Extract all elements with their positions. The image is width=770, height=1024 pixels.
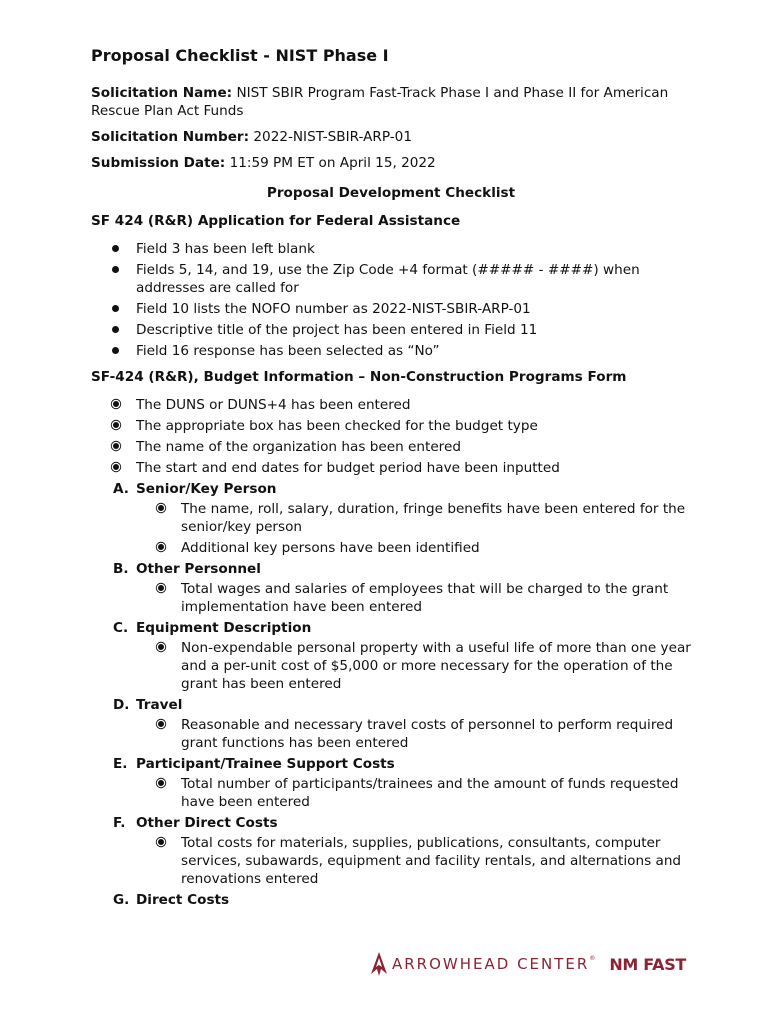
subsection-b bbox=[91, 560, 691, 616]
list-item: Total wages and salaries of employees that will be charged to the grant implementation have been entered bbox=[181, 580, 691, 616]
submission-date bbox=[91, 154, 691, 172]
sf424-list bbox=[91, 240, 691, 360]
list-item: The name of the organization has been entered bbox=[136, 438, 691, 456]
checklist-heading: Proposal Development Checklist bbox=[266, 185, 516, 201]
list-item: Non-expendable personal property with a useful life of more than one year and a per-unit cost of $5,000 or more necessary for the operation of the grant has been entered bbox=[181, 640, 691, 692]
sf424-heading: SF 424 (R&R) Application for Federal Assistance bbox=[91, 213, 461, 229]
list-item: Field 16 response has been selected as “No” bbox=[136, 342, 691, 360]
list-item: Reasonable and necessary travel costs of personnel to perform required grant functions has been entered bbox=[181, 716, 691, 752]
arrowhead-center-logo bbox=[392, 955, 595, 973]
subsection-title: Travel bbox=[136, 697, 183, 713]
list-item: The DUNS or DUNS+4 has been entered bbox=[136, 396, 691, 414]
brand-text: ARROWHEAD CENTER bbox=[392, 955, 590, 973]
subsection-title: Senior/Key Person bbox=[136, 481, 277, 497]
solicitation-name-value: NIST SBIR Program Fast-Track Phase I and Phase II for American Rescue Plan Act Funds bbox=[91, 85, 669, 119]
arrowhead-logo-icon bbox=[370, 952, 388, 976]
budget-list bbox=[91, 396, 691, 477]
trademark-mark: ® bbox=[589, 955, 596, 962]
subsection-e bbox=[91, 755, 691, 811]
list-item: The name, roll, salary, duration, fringe benefits have been entered for the senior/key person bbox=[181, 500, 691, 536]
list-item: The start and end dates for budget period have been inputted bbox=[136, 459, 691, 477]
subsection-letter: D. bbox=[113, 697, 130, 713]
subsection-a bbox=[91, 480, 691, 557]
subsection-letter: E. bbox=[113, 756, 128, 772]
subsection-g bbox=[91, 891, 691, 909]
subsection-title: Other Personnel bbox=[136, 561, 261, 577]
list-item: Total costs for materials, supplies, publications, consultants, computer services, subawards, equipment and facility rentals, and alternations and renovations entered bbox=[181, 834, 691, 888]
subsection-title: Participant/Trainee Support Costs bbox=[136, 756, 395, 772]
subsection-letter: C. bbox=[113, 620, 129, 636]
subsection-title: Direct Costs bbox=[136, 892, 230, 908]
subsection-letter: A. bbox=[113, 481, 129, 497]
budget-heading: SF-424 (R&R), Budget Information – Non-Construction Programs Form bbox=[91, 369, 627, 385]
subsection-letter: F. bbox=[113, 815, 126, 831]
list-item: Fields 5, 14, and 19, use the Zip Code +4 format (##### - ####) when addresses are called for bbox=[136, 261, 691, 297]
subsection-title: Other Direct Costs bbox=[136, 815, 278, 831]
list-item: Field 10 lists the NOFO number as 2022-NIST-SBIR-ARP-01 bbox=[136, 300, 691, 318]
subsection-d bbox=[91, 696, 691, 752]
list-item: Additional key persons have been identified bbox=[181, 539, 691, 557]
solicitation-name-label: Solicitation Name: bbox=[91, 85, 233, 101]
subsection-title: Equipment Description bbox=[136, 620, 312, 636]
list-item: Total number of participants/trainees and the amount of funds requested have been entered bbox=[181, 775, 691, 811]
document-page bbox=[91, 46, 691, 909]
solicitation-name bbox=[91, 84, 691, 120]
solicitation-number-value: 2022-NIST-SBIR-ARP-01 bbox=[253, 129, 412, 145]
nm-fast-logo: NM FAST bbox=[609, 954, 687, 974]
footer-logos bbox=[370, 950, 686, 978]
submission-date-value: 11:59 PM ET on April 15, 2022 bbox=[229, 155, 436, 171]
submission-date-label: Submission Date: bbox=[91, 155, 226, 171]
subsection-c bbox=[91, 619, 691, 693]
subsection-f bbox=[91, 814, 691, 888]
subsection-letter: B. bbox=[113, 561, 129, 577]
page-title: Proposal Checklist - NIST Phase I bbox=[91, 46, 389, 65]
solicitation-number bbox=[91, 128, 691, 146]
list-item: The appropriate box has been checked for the budget type bbox=[136, 417, 691, 435]
list-item: Field 3 has been left blank bbox=[136, 240, 691, 258]
list-item: Descriptive title of the project has been entered in Field 11 bbox=[136, 321, 691, 339]
solicitation-number-label: Solicitation Number: bbox=[91, 129, 250, 145]
subsection-letter: G. bbox=[113, 892, 130, 908]
